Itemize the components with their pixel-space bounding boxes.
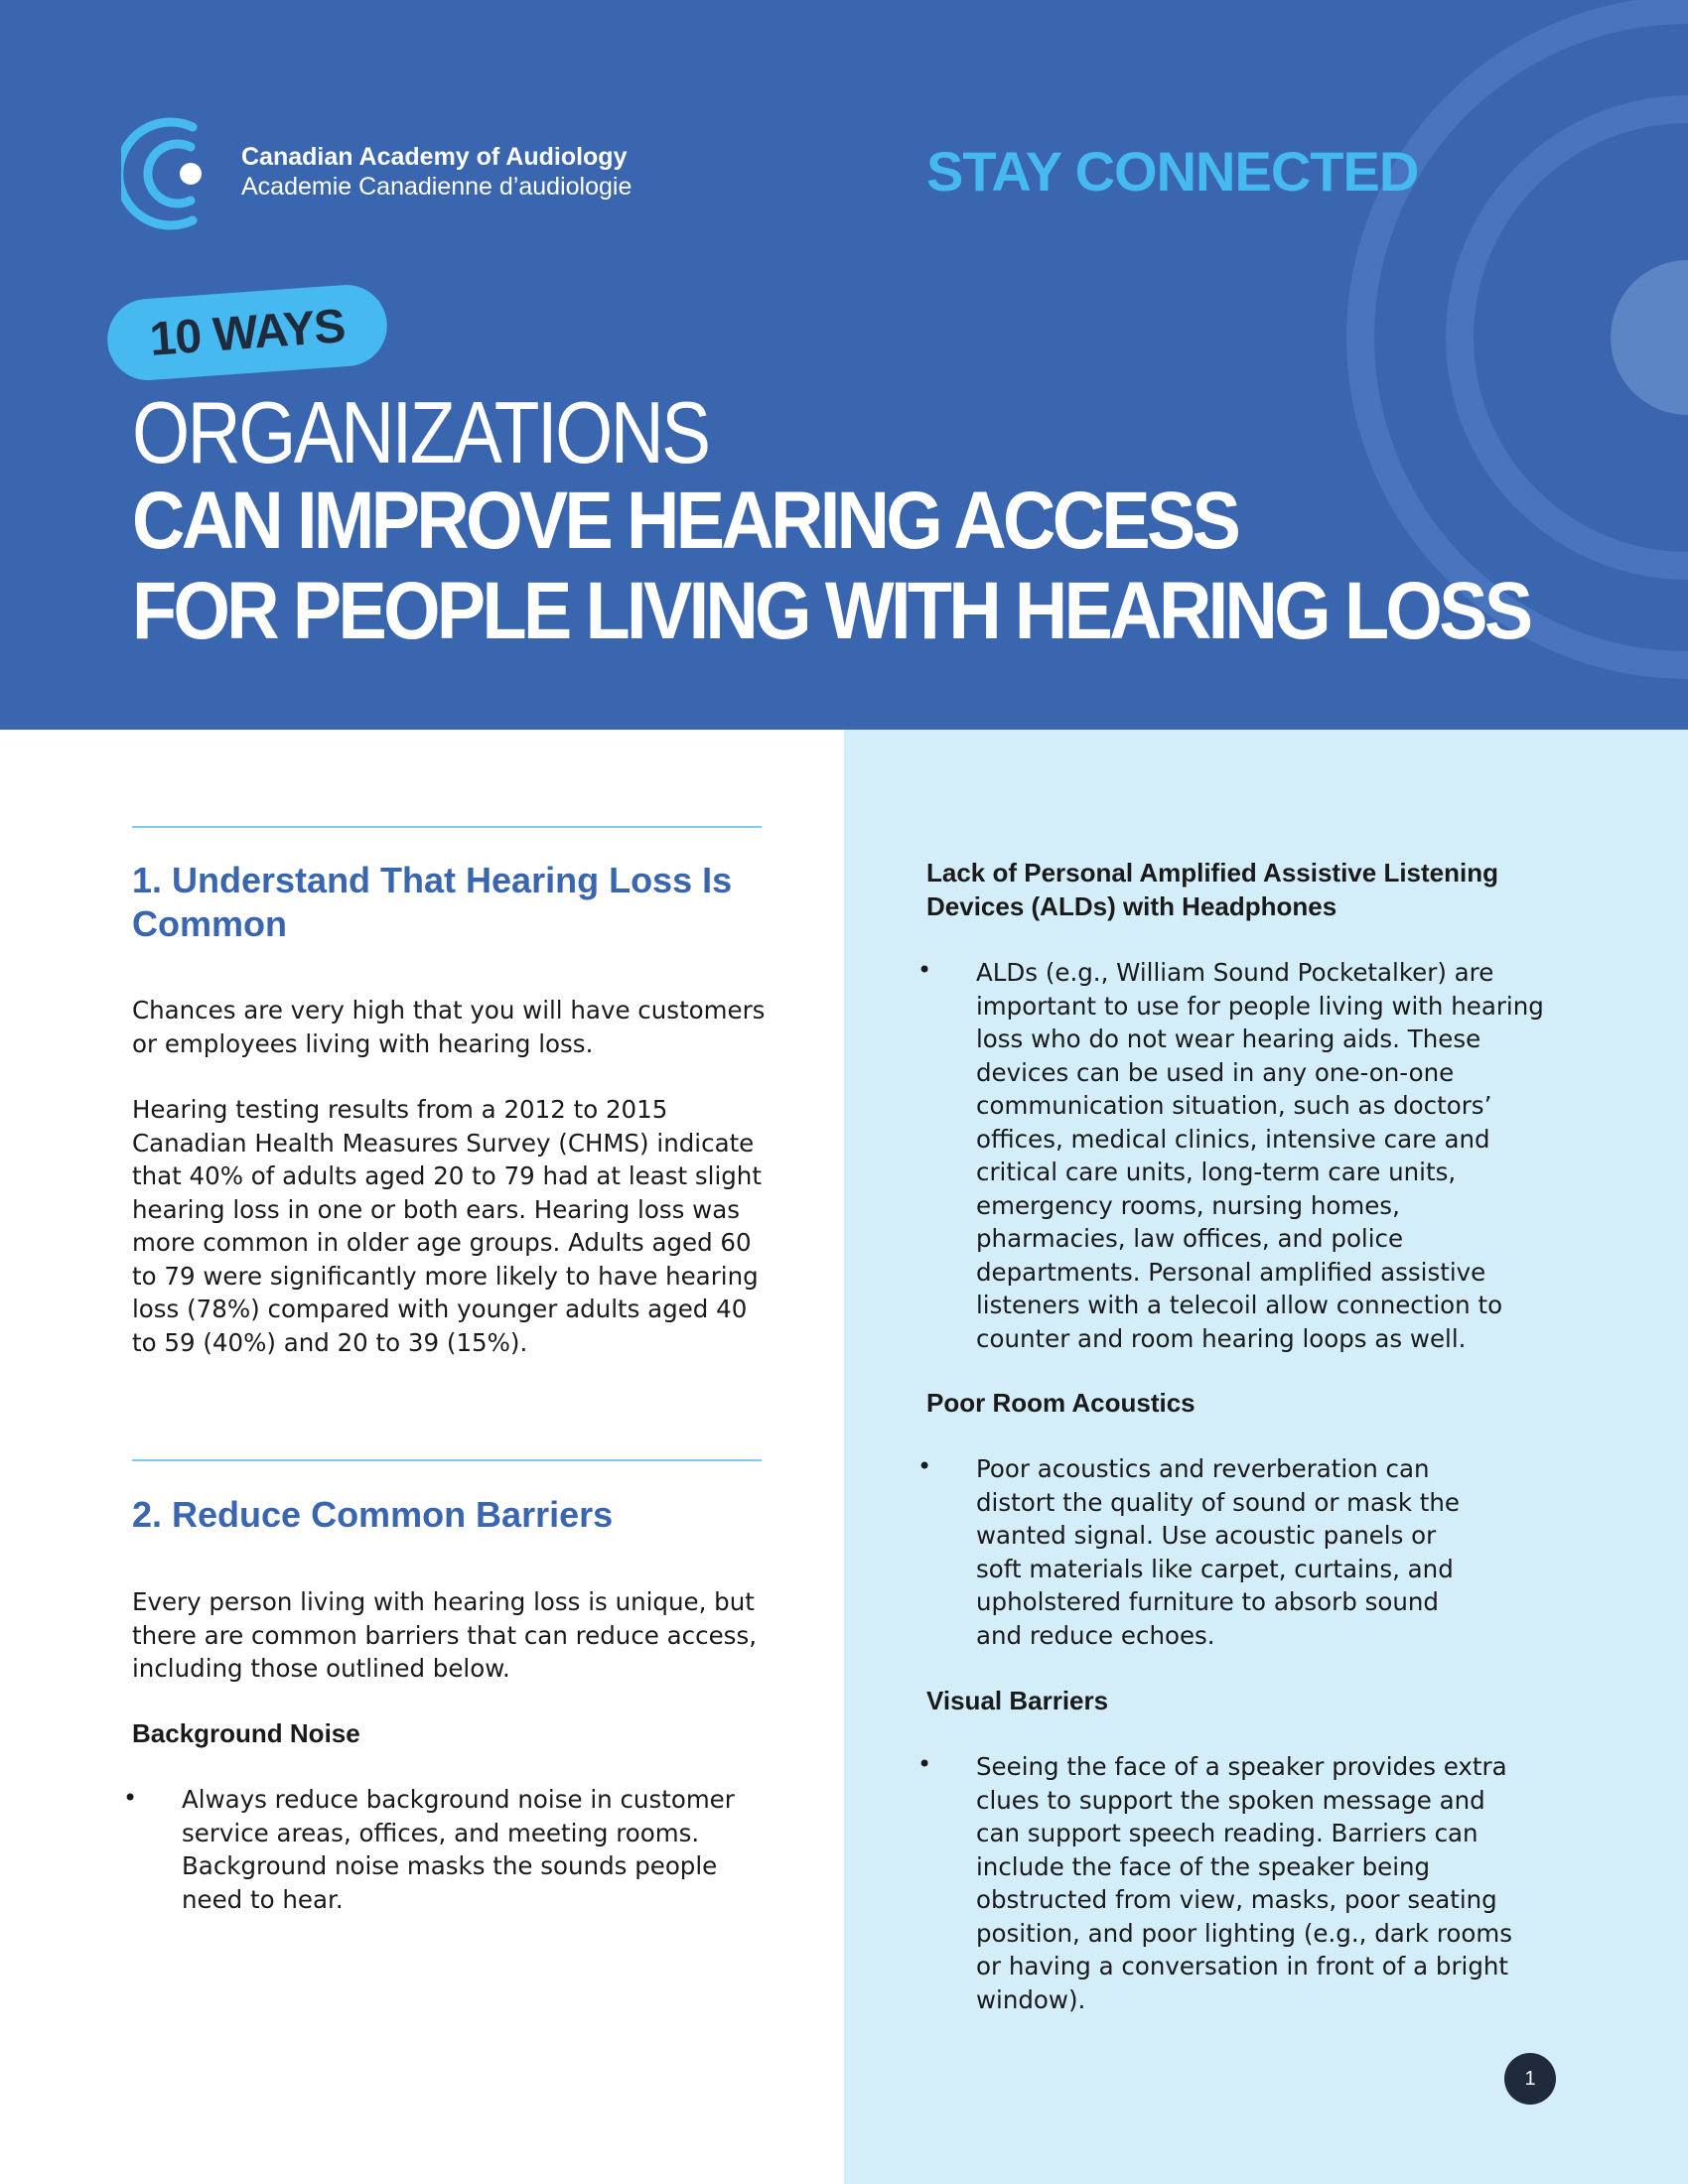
section-1-paragraph-2: Hearing testing results from a 2012 to 2015 Canadian Health Measures Survey (CHMS) indicate that 40% of adults aged 20 to 79 had at least slight hearing loss in one or both ears. Hearing loss was more common in older age groups. Adults aged 60 to 79 were significantly more likely to have hearing loss (78%) compared with younger adults aged 40 to 59 (40%) and 20 to 39 (15%). [132,1095,762,1357]
bullet-marker: • [917,1750,932,1778]
title-organizations: ORGANIZATIONS [132,383,709,481]
subheading-visual-barriers: Visual Barriers [926,1686,1109,1715]
badge-label: 10 WAYS [148,299,347,366]
subheading-alds: Lack of Personal Amplified Assistive Listening Devices (ALDs) with Headphones [926,858,1498,921]
bullet-marker: • [917,1452,932,1480]
bullet-background-noise: Always reduce background noise in customer service areas, offices, and meeting rooms. Background noise masks the sounds people need to hear. [182,1785,735,1914]
title-line-1: CAN IMPROVE HEARING ACCESS [132,476,1238,566]
logo-icon [121,109,230,238]
section-divider [132,1459,762,1461]
stay-connected-tagline: STAY CONNECTED [926,140,1419,203]
header-banner [0,0,1688,730]
section-1-title: 1. Understand That Hearing Loss Is Common [132,860,733,944]
bullet-alds: ALDs (e.g., William Sound Pocketalker) are important to use for people living with hearing loss who do not wear hearing aids. These devices can be used in any one-on-one communication situation, such as doctors’ offices, medical clinics, intensive care and critical care units, long-term care units, emergency rooms, nursing homes, pharmacies, law offices, and police departments. Personal amplified assistive listeners with a telecoil allow connection to counter and room hearing loops as well. [976,958,1544,1353]
section-1-paragraph-1: Chances are very high that you will have customers or employees living with hearing loss. [132,996,766,1058]
bullet-room-acoustics: Poor acoustics and reverberation can distort the quality of sound or mask the wanted signal. Use acoustic panels or soft materials like carpet, curtains, and upholstered furniture to absorb sound and reduce echoes. [976,1454,1461,1650]
section-2-title: 2. Reduce Common Barriers [132,1494,614,1535]
section-2-paragraph-1: Every person living with hearing loss is unique, but there are common barriers that can reduce access, including those outlined below. [132,1587,757,1683]
subheading-background-noise: Background Noise [132,1718,360,1748]
bullet-marker: • [917,956,932,984]
section-divider [132,826,762,828]
org-name-english: Canadian Academy of Audiology [241,143,628,171]
subheading-room-acoustics: Poor Room Acoustics [926,1388,1196,1418]
bullet-marker: • [123,1784,138,1812]
page-number: 1 [1504,2053,1556,2105]
bullet-visual-barriers: Seeing the face of a speaker provides extra clues to support the spoken message and can support speech reading. Barriers can include the face of the speaker being obstructed from view, masks, poor seating position, and poor lighting (e.g., dark rooms or having a conversation in front of a bright window). [976,1752,1512,2014]
org-name-french: Academie Canadienne d’audiologie [241,173,633,201]
title-line-2: FOR PEOPLE LIVING WITH HEARING LOSS [132,566,1530,656]
